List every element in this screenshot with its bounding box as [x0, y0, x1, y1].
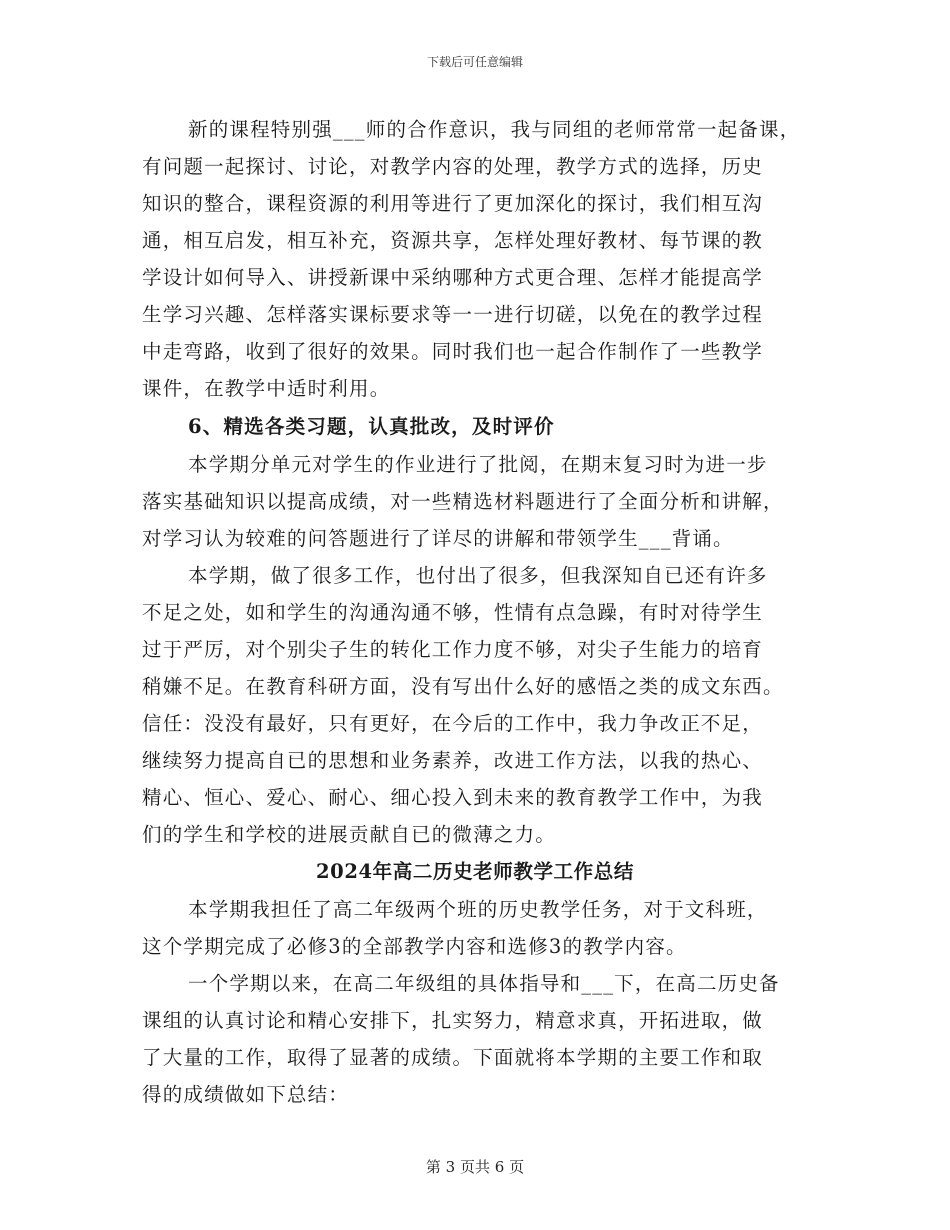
text-line: 有问题一起探讨、讨论，对教学内容的处理，教学方式的选择，历史	[142, 155, 764, 178]
section-heading: 6、精选各类习题，认真批改，及时评价	[188, 415, 555, 438]
text-line: 本学期分单元对学生的作业进行了批阅，在期末复习时为进一步	[188, 453, 768, 476]
text-line: 生学习兴趣、怎样落实课标要求等一一进行切磋，以免在的教学过程	[142, 303, 764, 326]
text-line: 继续努力提高自已的思想和业务素养，改进工作方法，以我的热心、	[142, 749, 764, 772]
text-line: 不足之处，如和学生的沟通沟通不够，性情有点急躁，有时对待学生	[142, 601, 764, 624]
text-line: 对学习认为较难的问答题进行了详尽的讲解和带领学生___背诵。	[142, 527, 734, 550]
text-line: 们的学生和学校的进展贡献自已的微薄之力。	[142, 823, 557, 846]
text-line: 这个学期完成了必修3的全部教学内容和选修3的教学内容。	[142, 935, 687, 958]
text-line: 课组的认真讨论和精心安排下，扎实努力，精意求真，开拓进取，做	[142, 1009, 764, 1032]
text-line: 课件，在教学中适时利用。	[142, 377, 391, 400]
text-line: 中走弯路，收到了很好的效果。同时我们也一起合作制作了一些教学	[142, 340, 764, 363]
text-line: 精心、恒心、爱心、耐心、细心投入到未来的教育教学工作中，为我	[142, 786, 764, 809]
text-line: 过于严厉，对个别尖子生的转化工作力度不够，对尖子生能力的培育	[142, 638, 764, 661]
text-line: 本学期我担任了高二年级两个班的历史教学任务，对于文科班，	[188, 898, 768, 921]
text-line: 新的课程特别强___师的合作意识，我与同组的老师常常一起备课，	[188, 118, 801, 141]
text-line: 通，相互启发，相互补充，资源共享，怎样处理好教材、每节课的教	[142, 229, 764, 252]
page-header: 下载后可任意编辑	[426, 55, 523, 69]
text-line: 本学期，做了很多工作，也付出了很多，但我深知自已还有许多	[188, 564, 768, 587]
text-line: 得的成绩做如下总结：	[142, 1083, 350, 1106]
text-line: 一个学期以来，在高二年级组的具体指导和___下，在高二历史备	[188, 972, 780, 995]
text-line: 学设计如何导入、讲授新课中采纳哪种方式更合理、怎样才能提高学	[142, 266, 764, 289]
text-line: 知识的整合，课程资源的利用等进行了更加深化的探讨，我们相互沟	[142, 192, 764, 215]
document-title: 2024年高二历史老师教学工作总结	[316, 860, 634, 883]
text-line: 稍嫌不足。在教育科研方面，没有写出什么好的感悟之类的成文东西。	[142, 675, 784, 698]
page-number: 第 3 页共 6 页	[425, 1158, 525, 1176]
text-line: 落实基础知识以提高成绩，对一些精选材料题进行了全面分析和讲解，	[142, 490, 784, 513]
text-line: 信任：没没有最好，只有更好，在今后的工作中，我力争改正不足，	[142, 712, 764, 735]
text-line: 了大量的工作，取得了显著的成绩。下面就将本学期的主要工作和取	[142, 1046, 764, 1069]
